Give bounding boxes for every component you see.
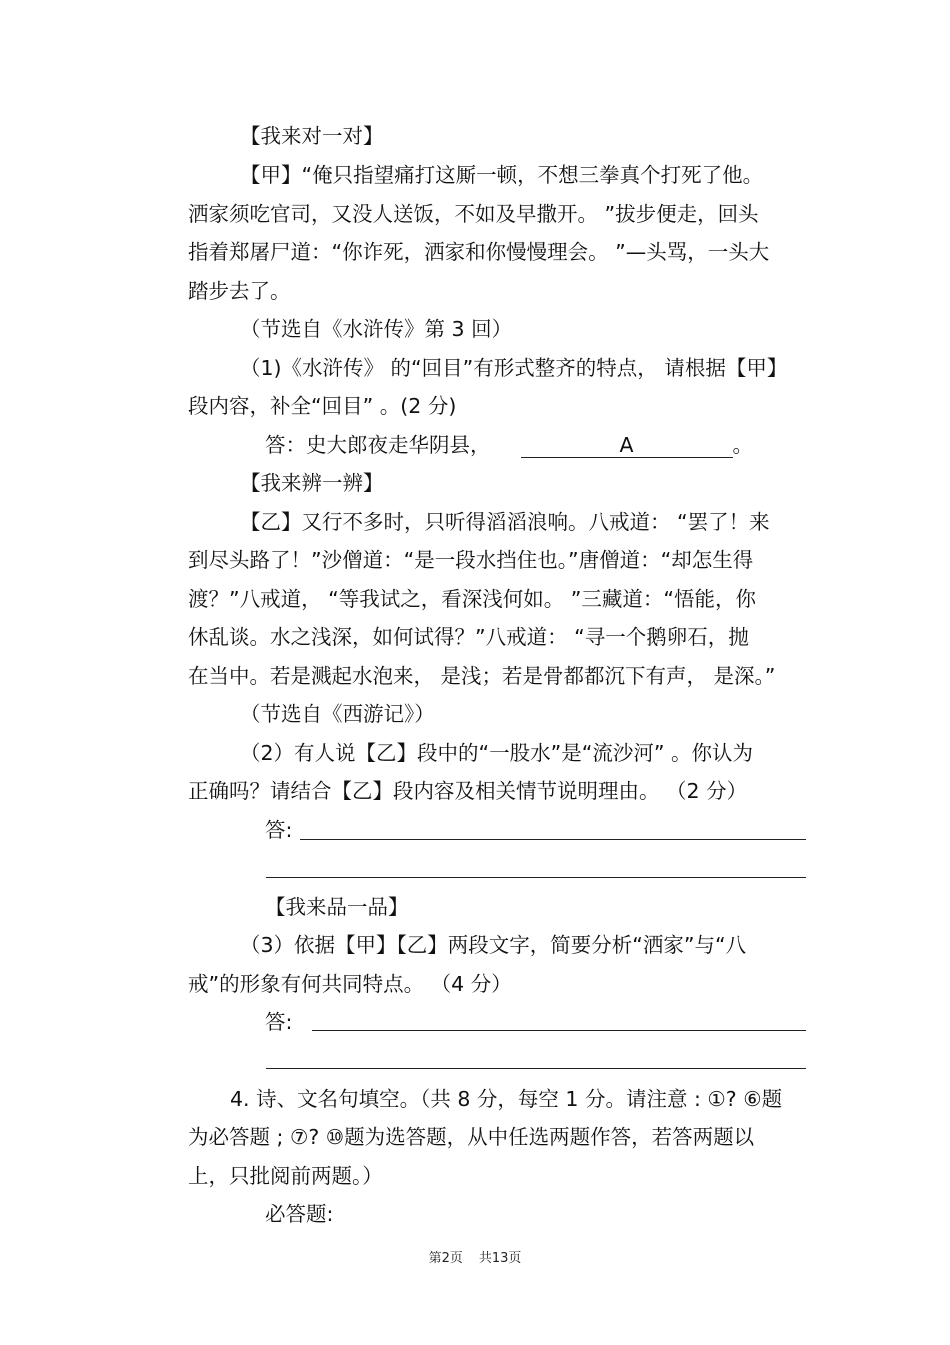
question-1-answer [265,431,753,459]
question-3-line-1: （3）依据【甲】【乙】两段文字，简要分析“洒家”与“八 [240,933,747,957]
question-3-answer-line-2[interactable] [266,1068,806,1069]
passage-jia-line-4: 踏步去了。 [188,279,291,303]
question-2-line-1: （2）有人说【乙】段中的“一股水”是“流沙河” 。你认为 [240,741,754,765]
section-heading-pinyipin: 【我来品一品】 [265,895,409,919]
question-4-line-1: 4. 诗、文名句填空。（共 8 分，每空 1 分。请注意 : ①? ⑥题 [230,1087,783,1111]
question-2-line-2: 正确吗？请结合【乙】段内容及相关情节说明理由。 （2 分） [188,779,748,803]
page-footer [0,1247,950,1266]
passage-jia-line-2: 洒家须吃官司，又没人送饭，不如及早撒开。 ”拔步便走，回头 [188,202,759,226]
passage-yi-line-4: 休乱谈。水之浅深，如何试得？”八戒道： “寻一个鹅卵石，抛 [188,625,749,649]
required-questions-label: 必答题: [265,1202,334,1226]
passage-jia-source: （节选自《水浒传》第 3 回） [240,317,513,341]
question-1-line-2: 段内容，补全“回目” 。(2 分) [188,394,457,418]
passage-yi-line-1: 【乙】又行不多时，只听得滔滔浪响。八戒道： “罢了！来 [240,510,770,534]
question-2-answer-line-1[interactable] [300,839,806,840]
question-4-line-3: 上，只批阅前两题。） [188,1164,383,1188]
page-number: 第2页 [428,1251,463,1266]
passage-yi-source: （节选自《西游记》） [240,702,435,726]
question-2-answer-line-2[interactable] [266,877,806,878]
question-3-answer-line-1[interactable] [312,1030,806,1031]
answer-blank[interactable]: A [521,433,733,458]
passage-yi-line-5: 在当中。若是溅起水泡来， 是浅；若是骨都都沉下有声， 是深。” [188,664,776,688]
question-1-line-1: （1)《水浒传》 的“回目”有形式整齐的特点， 请根据【甲】 [240,356,788,380]
section-heading-duiyidui: 【我来对一对】 [240,124,384,148]
page-total: 共13页 [478,1251,522,1266]
passage-jia-line-3: 指着郑屠尸道：“你诈死，洒家和你慢慢理会。 ”—头骂，一头大 [188,240,770,264]
section-heading-bianyibian: 【我来辨一辨】 [240,471,384,495]
question-3-line-2: 戒”的形象有何共同特点。 （4 分） [188,972,512,996]
question-4-line-2: 为必答题 ; ⑦? ⑩题为选答题，从中任选两题作答，若答两题以 [188,1125,755,1149]
passage-yi-line-2: 到尽头路了！”沙僧道：“是一段水挡住也。”唐僧道：“却怎生得 [188,548,754,572]
question-3-answer-label: 答: [265,1010,293,1034]
passage-yi-line-3: 渡？”八戒道， “等我试之，看深浅何如。 ”三藏道：“悟能，你 [188,587,757,611]
answer-suffix: 。 [732,433,753,457]
passage-jia-line-1: 【甲】“俺只指望痛打这厮一顿，不想三拳真个打死了他。 [240,163,764,187]
question-2-answer-label: 答: [265,818,293,842]
answer-prefix: 答：史大郎夜走华阴县， [265,433,491,457]
